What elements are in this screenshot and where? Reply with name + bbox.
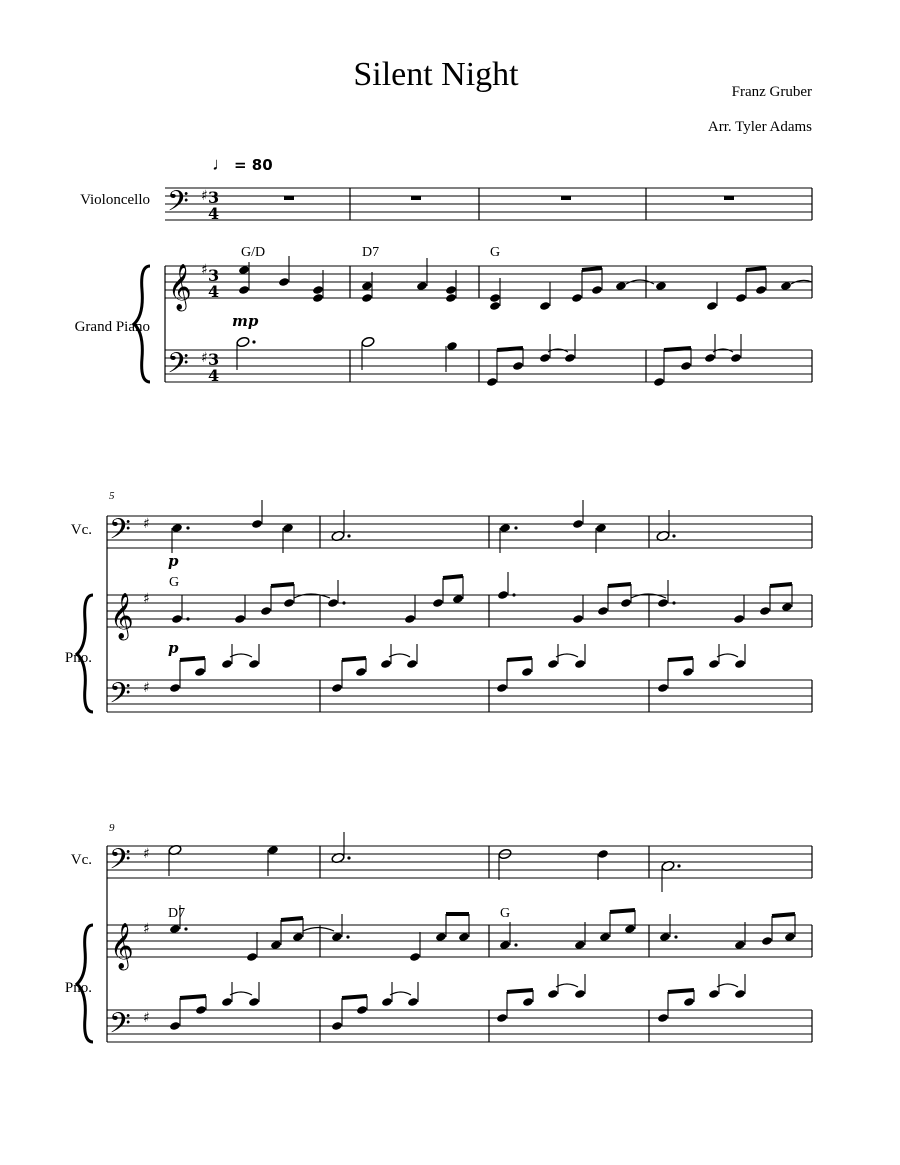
dot [252,340,255,343]
note-head [432,598,444,608]
bass-clef-icon: 𝄢 [167,185,189,225]
note-head [655,281,667,291]
note-head [499,523,511,533]
treble-clef-icon: 𝄞 [110,923,134,969]
sharp-icon: ♯ [143,921,150,937]
note-head [489,293,501,303]
note-head [171,614,183,624]
note-head [730,353,742,363]
note-head [171,523,183,533]
measure-number: 5 [109,490,115,502]
instrument-label-piano: Grand Piano [74,319,150,335]
note-head [361,293,373,303]
dynamic-marking: p [168,639,179,657]
sharp-icon: ♯ [143,1010,150,1026]
note-head [781,602,793,612]
note-head [497,590,509,600]
note-head [597,606,609,616]
bass-clef-icon: 𝄢 [109,513,131,553]
instrument-label-cello: Vc. [70,852,92,868]
instrument-label-cello: Violoncello [80,192,150,208]
note-head [446,341,458,351]
note-head [780,281,792,291]
note-head [615,281,627,291]
note-head [571,293,583,303]
staff-piano-treble [107,572,812,641]
dynamic-marking: mp [232,312,259,330]
chord-symbol: G [490,245,501,260]
note-head [312,285,324,295]
brace-icon [77,595,93,712]
note-head [653,377,665,387]
system-1 [134,185,812,387]
treble-clef-icon: 𝄞 [110,593,134,639]
note-head [260,606,272,616]
whole-rest [724,196,734,200]
time-signature-denominator: 4 [208,366,220,385]
note-head [452,594,464,604]
chord-symbol: D7 [168,906,186,921]
note-head [234,614,246,624]
staff-piano-bass [107,974,812,1047]
note-head [759,606,771,616]
system-2 [77,500,812,717]
note-head [572,614,584,624]
note-head [591,285,603,295]
note-head [404,614,416,624]
time-signature-numerator: 3 [208,266,220,285]
note-head [620,598,632,608]
instrument-label-piano: Pno. [64,980,92,996]
sharp-icon: ♯ [143,846,150,862]
note-head [361,336,375,348]
sharp-icon: ♯ [143,680,150,696]
page-title: Silent Night [353,56,519,93]
note-head [486,377,498,387]
staff-cello [165,185,812,225]
note-head [312,293,324,303]
note-head [512,361,524,371]
note-head [489,301,501,311]
brace-icon [134,266,150,382]
brace-icon [77,925,93,1042]
bass-clef-icon: 𝄢 [167,347,189,387]
note-head [755,285,767,295]
note-head [251,519,263,529]
note-head [282,523,294,533]
note-head [445,285,457,295]
staff-piano-treble [165,256,812,312]
note-head [564,353,576,363]
treble-clef-icon: 𝄞 [168,264,192,310]
time-signature-denominator: 4 [208,204,220,223]
composer-credit: Franz Gruber [731,84,812,100]
note-head [733,614,745,624]
staff-cello [107,500,812,553]
chord-symbol: G [169,575,180,590]
measure-number: 9 [109,822,115,834]
tempo-value: = 80 [234,156,273,174]
chord-symbol: G [500,906,511,921]
sharp-icon: ♯ [143,516,150,532]
quarter-note-icon: ♩ [212,154,230,174]
note-head [735,293,747,303]
note-head [238,265,250,275]
whole-rest [561,196,571,200]
note-head [704,353,716,363]
instrument-label-piano: Pno. [64,650,92,666]
note-head [539,353,551,363]
note-head [539,301,551,311]
note-head [283,598,295,608]
system-3 [77,832,812,1047]
bass-clef-icon: 𝄢 [109,677,131,717]
chord-symbol: G/D [241,245,266,260]
note-head [706,301,718,311]
whole-rest [284,196,294,200]
time-signature-denominator: 4 [208,282,220,301]
note-head [595,523,607,533]
note-head [238,285,250,295]
note-head [445,293,457,303]
sharp-icon: ♯ [201,350,208,366]
note-head [657,598,669,608]
whole-rest [411,196,421,200]
note-head [416,281,428,291]
sharp-icon: ♯ [201,188,208,204]
arranger-credit: Arr. Tyler Adams [707,119,812,135]
dynamic-marking: p [168,552,179,570]
note-head [236,336,250,348]
staff-cello [107,832,812,892]
bass-clef-icon: 𝄢 [109,843,131,883]
time-signature-numerator: 3 [208,350,220,369]
instrument-label-cello: Vc. [70,522,92,538]
note-head [327,598,339,608]
note-head [680,361,692,371]
time-signature-numerator: 3 [208,188,220,207]
staff-piano-treble [107,905,812,971]
note-head [361,281,373,291]
note-head [278,277,290,287]
sharp-icon: ♯ [201,262,208,278]
bass-clef-icon: 𝄢 [109,1007,131,1047]
chord-symbol: D7 [362,245,380,260]
note-head [572,519,584,529]
staff-piano-bass [165,334,812,387]
sharp-icon: ♯ [143,591,150,607]
staff-piano-bass [107,644,812,717]
